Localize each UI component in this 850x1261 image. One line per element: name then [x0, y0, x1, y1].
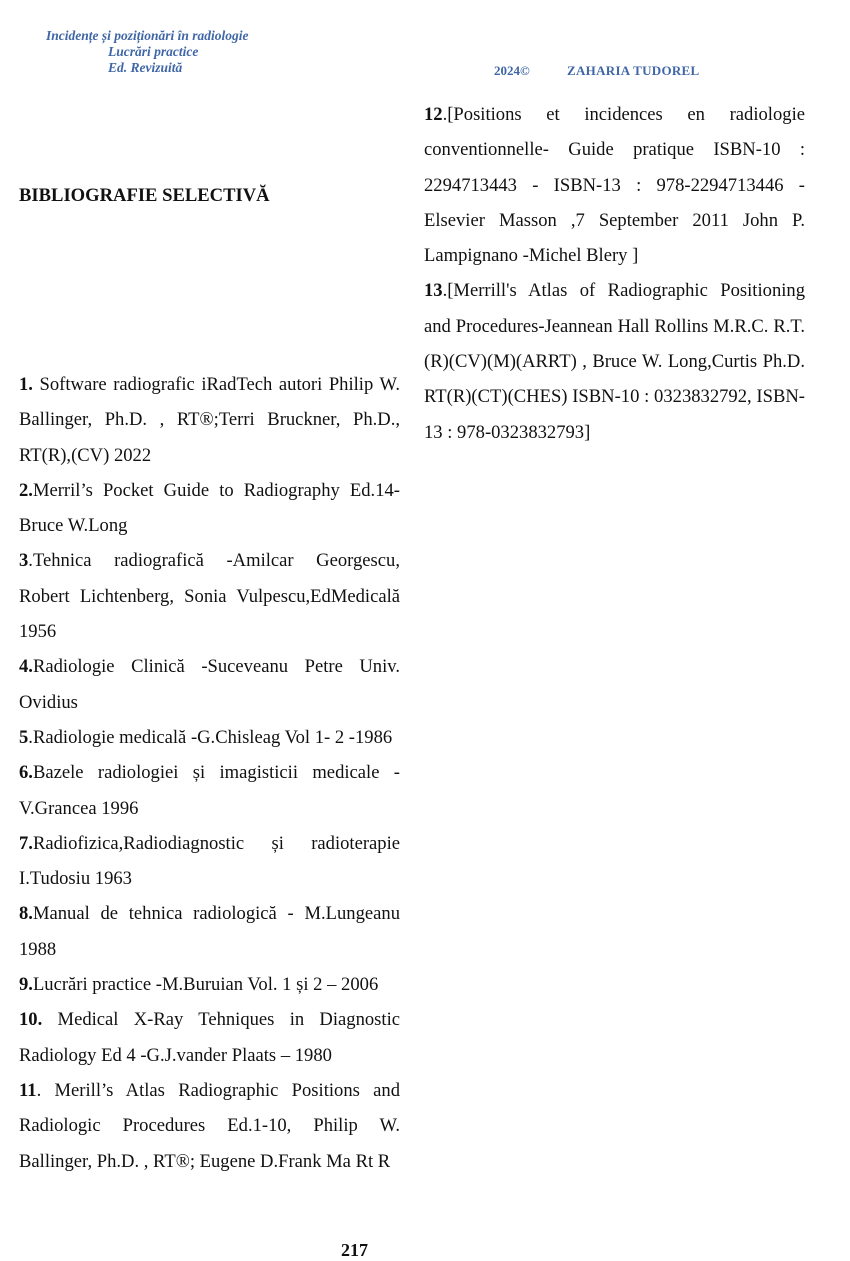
bibliography-entry-2: 2.Merril’s Pocket Guide to Radiography Ed.14-Bruce W.Long	[19, 479, 400, 537]
header-author: ZAHARIA TUDOREL	[567, 63, 700, 78]
header-book-title: Incidențe și poziționări în radiologie	[46, 28, 249, 43]
section-heading: BIBLIOGRAFIE SELECTIVĂ	[19, 185, 270, 206]
bibliography-entry-8: 8.Manual de tehnica radiologică - M.Lungeanu 1988	[19, 903, 400, 960]
bibliography-entry-9: 9.Lucrări practice -M.Buruian Vol. 1 și 2 – 2006	[19, 974, 379, 996]
bibliography-entry-12: 12.[Positions et incidences en radiologie conventionnelle- Guide pratique ISBN-10 : 2294713443 - ISBN-13 : 978-2294713446 - Elsevier Masson ,7 September 2011 John P. Lampignano -Michel Blery ]	[424, 104, 805, 267]
bibliography-entry-4: 4.Radiologie Clinică -Suceveanu Petre Univ. Ovidius	[19, 656, 400, 713]
bibliography-entry-7: 7.Radiofizica,Radiodiagnostic și radioterapie I.Tudosiu 1963	[19, 832, 400, 890]
page-number: 217	[341, 1240, 368, 1260]
bibliography-column-left	[19, 367, 400, 1179]
bibliography-entry-3: 3.Tehnica radiografică -Amilcar Georgescu, Robert Lichtenberg, Sonia Vulpescu,EdMedicală 1956	[19, 550, 400, 643]
bibliography-entry-5: 5.Radiologie medicală -G.Chisleag Vol 1- 2 -1986	[19, 726, 393, 748]
bibliography-entry-10: 10. Medical X-Ray Tehniques in Diagnostic Radiology Ed 4 -G.J.vander Plaats – 1980	[19, 1009, 400, 1066]
bibliography-entry-13: 13.[Merrill's Atlas of Radiographic Positioning and Procedures-Jeannean Hall Rollins M.R.C. R.T. (R)(CV)(M)(ARRT) , Bruce W. Long,Curtis Ph.D. RT(R)(CT)(CHES) ISBN-10 : 0323832792, ISBN-13 : 978-0323832793]	[424, 280, 805, 443]
bibliography-entry-1: 1. Software radiografic iRadTech autori Philip W. Ballinger, Ph.D. , RT®;Terri Bruckner, Ph.D., RT(R),(CV) 2022	[19, 374, 400, 466]
bibliography-column-right	[424, 97, 805, 450]
header-subtitle: Lucrări practice	[108, 44, 199, 59]
bibliography-entry-11: 11. Merill’s Atlas Radiographic Positions and Radiologic Procedures Ed.1-10, Philip W. Ballinger, Ph.D. , RT®; Eugene D.Frank Ma Rt R	[19, 1079, 400, 1172]
bibliography-entry-6: 6.Bazele radiologiei și imagisticii medicale -V.Grancea 1996	[19, 762, 400, 819]
running-header-title	[46, 28, 249, 76]
header-year: 2024©	[494, 63, 530, 78]
header-edition: Ed. Revizuită	[108, 60, 183, 75]
